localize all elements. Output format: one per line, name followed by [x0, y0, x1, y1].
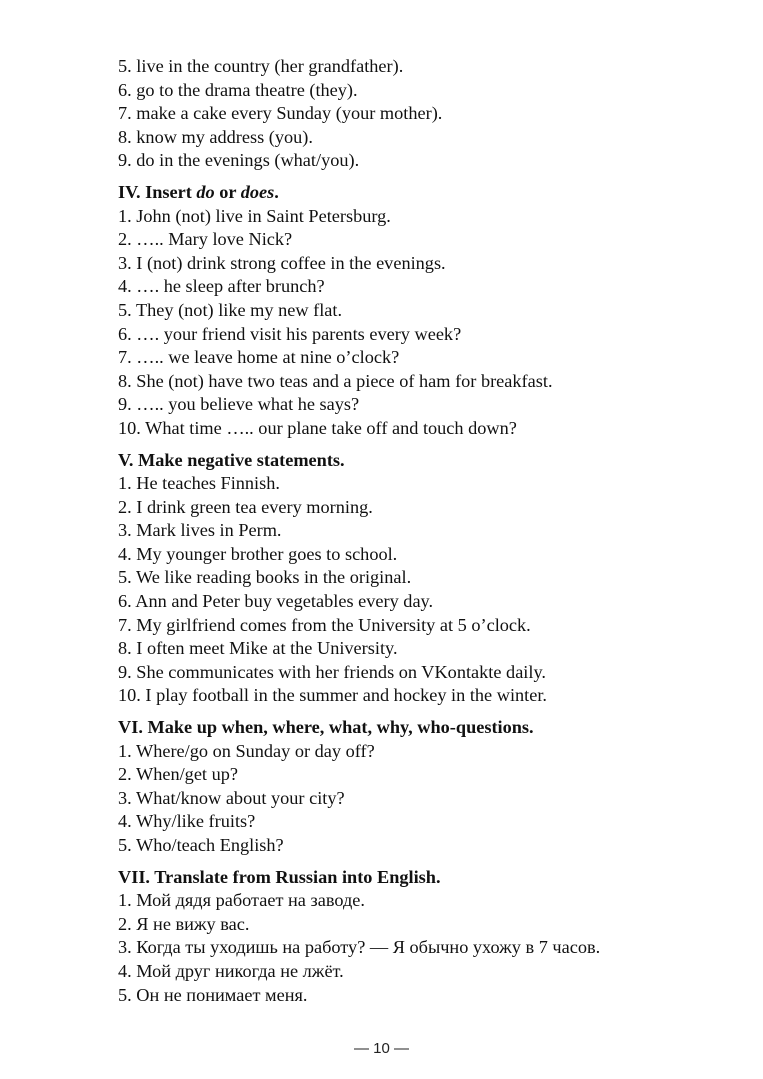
list-item: 1. Мой дядя работает на заводе. — [118, 890, 365, 911]
list-item: 9. She communicates with her friends on VKontakte daily. — [118, 661, 546, 682]
page-content — [118, 55, 718, 1007]
list-item: 5. We like reading books in the original. — [118, 567, 412, 588]
list-item: 5. live in the country (her grandfather). — [118, 56, 404, 76]
list-item: 8. know my address (you). — [118, 126, 313, 147]
list-item: 2. Я не вижу вас. — [118, 913, 250, 934]
list-item: 1. He teaches Finnish. — [118, 473, 280, 494]
list-item: 4. …. he sleep after brunch? — [118, 276, 325, 297]
section-title — [118, 181, 718, 205]
list-item: 6. Ann and Peter buy vegetables every day. — [118, 591, 434, 612]
list-item: 3. I (not) drink strong coffee in the evenings. — [118, 252, 446, 273]
list-item: 6. …. your friend visit his parents every week? — [118, 323, 462, 344]
list-item: 10. I play football in the summer and hockey in the winter. — [118, 685, 548, 706]
list-item: 3. Когда ты уходишь на работу? — Я обычно ухожу в 7 часов. — [118, 937, 601, 958]
section-vii — [118, 866, 718, 1008]
list-item: 2. ….. Mary love Nick? — [118, 229, 293, 250]
list-item: 1. John (not) live in Saint Petersburg. — [118, 205, 391, 226]
list-item: 7. My girlfriend comes from the University at 5 o’clock. — [118, 614, 531, 635]
title-does: does — [240, 181, 275, 202]
continued-list — [118, 55, 718, 173]
title-do: do — [196, 181, 215, 202]
title-prefix: IV. Insert — [118, 181, 197, 202]
list-item: 9. do in the evenings (what/you). — [118, 150, 360, 171]
list-item: 6. go to the drama theatre (they). — [118, 79, 358, 100]
list-item: 5. Он не понимает меня. — [118, 984, 308, 1005]
list-item: 7. ….. we leave home at nine o’clock? — [118, 347, 400, 368]
list-item: 3. Mark lives in Perm. — [118, 520, 282, 541]
section-vi — [118, 716, 718, 858]
section-title: VII. Translate from Russian into English. — [118, 866, 441, 887]
section-iv — [118, 181, 718, 441]
title-or: or — [214, 181, 241, 202]
section-v — [118, 449, 718, 709]
list-item: 8. She (not) have two teas and a piece of ham for breakfast. — [118, 370, 553, 391]
list-item: 3. What/know about your city? — [118, 787, 345, 808]
list-item: 8. I often meet Mike at the University. — [118, 638, 398, 659]
section-title: VI. Make up when, where, what, why, who-questions. — [118, 717, 534, 738]
list-item: 10. What time ….. our plane take off and touch down? — [118, 417, 517, 438]
list-item: 2. When/get up? — [118, 764, 238, 785]
list-item: 7. make a cake every Sunday (your mother). — [118, 103, 443, 124]
list-item: 9. ….. you believe what he says? — [118, 394, 360, 415]
list-item: 5. They (not) like my new flat. — [118, 299, 343, 320]
list-item: 1. Where/go on Sunday or day off? — [118, 740, 375, 761]
list-item: 4. My younger brother goes to school. — [118, 543, 398, 564]
section-title: V. Make negative statements. — [118, 449, 345, 470]
list-item: 2. I drink green tea every morning. — [118, 496, 373, 517]
page-number: — 10 — — [353, 1040, 410, 1057]
list-item: 5. Who/teach English? — [118, 835, 284, 855]
list-item: 4. Why/like fruits? — [118, 811, 256, 832]
list-item: 4. Мой друг никогда не лжёт. — [118, 960, 344, 981]
title-end: . — [274, 181, 279, 202]
